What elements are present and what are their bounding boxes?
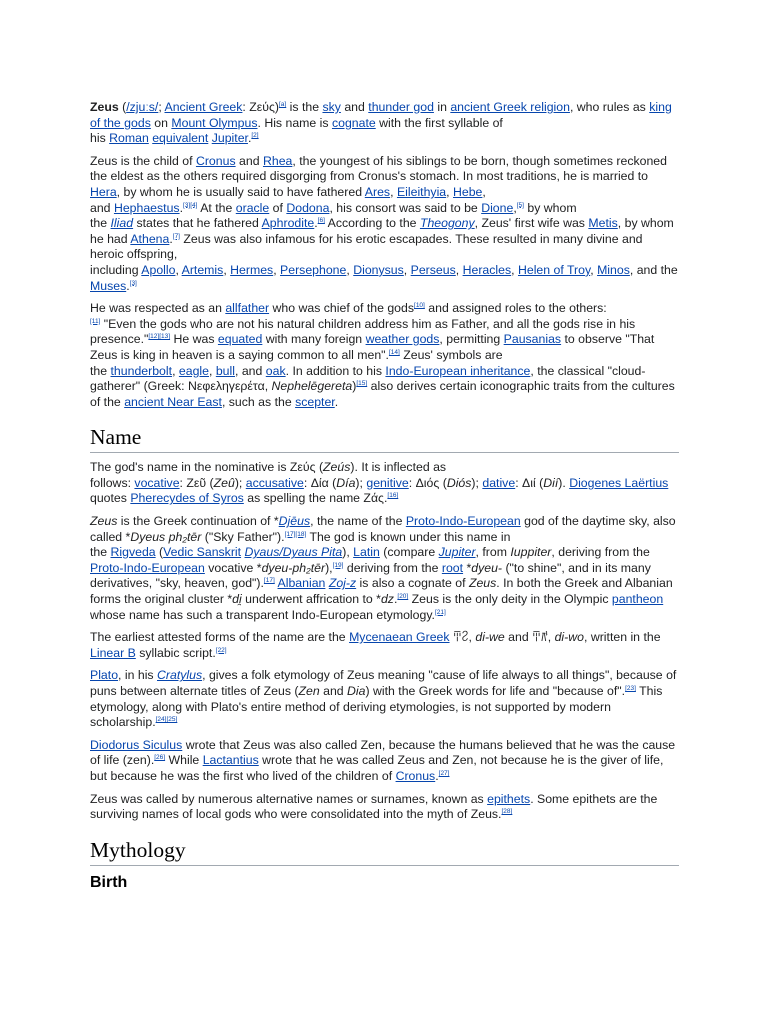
text-run: states that he fathered (133, 216, 262, 231)
text-run: , (547, 630, 555, 645)
text-run: , (273, 262, 281, 277)
wiki-link[interactable]: dative (482, 475, 516, 490)
wiki-link[interactable]: ancient Greek religion (450, 100, 570, 114)
text-run: At the (197, 200, 236, 215)
text-run: , permitting (439, 332, 504, 347)
citation-link[interactable]: [11] (90, 317, 101, 325)
wiki-link[interactable]: Ares (364, 184, 391, 199)
text-run: This etymology, along with Plato's entire method of deriving etymologies, is not supported by modern scholarship. (90, 684, 663, 730)
text-run: underwent affrication to * (241, 592, 381, 607)
text-run: ); (471, 475, 483, 490)
wiki-link[interactable]: Indo-European inheritance (385, 363, 531, 378)
citation-link[interactable]: [21] (434, 608, 446, 616)
text-run: in (433, 100, 451, 114)
wiki-link[interactable]: Diogenes Laërtius (569, 475, 669, 490)
text-run: Zeus is the child of (90, 153, 196, 168)
text-run: , (209, 363, 216, 378)
wiki-link[interactable] (420, 216, 475, 230)
wiki-link[interactable]: Metis (588, 216, 618, 231)
text-run: The god's name in the nominative is Ζεύς ( (90, 460, 324, 475)
text-run: * (463, 560, 472, 575)
citation-link[interactable]: [a] (279, 100, 287, 108)
wiki-link[interactable]: scepter (295, 394, 335, 409)
text-run: , (223, 262, 231, 277)
text-run: . (334, 394, 339, 409)
wiki-link-label: Iliad (110, 216, 134, 231)
wiki-link[interactable]: Helen of Troy (517, 262, 591, 277)
italic-term: di̯ (232, 592, 242, 607)
wiki-link[interactable]: cognate (331, 115, 376, 130)
paragraph (90, 668, 679, 730)
text-run: , the name of the (310, 514, 406, 529)
text-run: . (393, 592, 398, 607)
text-run: to observe "That Zeus is king in heaven is a saying common to all men". (90, 332, 655, 362)
wiki-link[interactable]: Rigveda (110, 545, 156, 560)
text-run: ; (158, 100, 165, 114)
text-run: , (175, 262, 182, 277)
text-run: ( (155, 545, 164, 560)
text-run: ). It is inflected as (350, 460, 447, 475)
wiki-link[interactable]: allfather (225, 301, 270, 316)
text-run: : Δία ( (303, 475, 337, 490)
text-run: (compare (379, 545, 439, 560)
wiki-link[interactable]: equivalent (152, 131, 209, 146)
text-run: According to the (324, 216, 420, 231)
citation-link[interactable]: [14] (388, 348, 400, 356)
text-run: Zeus was called by numerous alternative names or surnames, known as (90, 791, 488, 806)
wiki-link[interactable]: Hephaestus (113, 200, 180, 215)
wiki-link-label: Dyaus/Dyaus Pita (244, 545, 343, 560)
wiki-link[interactable]: Pausanias (503, 332, 562, 347)
citation-link[interactable]: [12][13] (148, 333, 171, 341)
wiki-link[interactable]: Eileithyia (396, 184, 447, 199)
text-run: quotes (90, 491, 131, 506)
text-run: . (179, 200, 183, 215)
text-run: follows: (90, 475, 135, 490)
wiki-link[interactable]: accusative (245, 475, 304, 490)
wiki-link[interactable]: bull (215, 363, 235, 378)
text-run: ); (234, 475, 246, 490)
section-heading-mythology: Mythology (90, 837, 679, 866)
linear-b-glyph: 𐀇𐀸 (452, 630, 469, 645)
citation-link[interactable]: [23] (625, 684, 636, 692)
text-run: , (513, 200, 517, 215)
text-run: with many foreign (262, 332, 366, 347)
paragraph (90, 630, 679, 661)
text-run: , (403, 262, 411, 277)
paragraph (90, 301, 679, 410)
citation-link[interactable]: [17][18] (284, 530, 307, 538)
wiki-link[interactable]: Proto-Indo-European (90, 560, 205, 575)
wiki-link[interactable]: Pherecydes of Syros (130, 491, 244, 506)
text-run: and assigned roles to the others: (424, 301, 607, 316)
citation-link[interactable]: [26] (154, 754, 166, 762)
wiki-link[interactable]: Rhea (262, 153, 293, 168)
wiki-link-label: Zoj-z (328, 576, 357, 591)
wiki-link[interactable]: Albanian (277, 576, 326, 591)
text-run: with the first syllable of (375, 115, 503, 130)
citation-link[interactable]: [22] (215, 646, 227, 654)
text-run: whose name has such a transparent Indo-European etymology. (90, 607, 435, 622)
text-run: The god is known under this name in (306, 529, 511, 544)
wiki-link[interactable] (157, 668, 202, 682)
italic-term: Iuppiter (510, 545, 552, 560)
citation-link[interactable]: [15] (356, 380, 368, 387)
text-run: While (165, 753, 203, 768)
text-run: on (150, 115, 172, 130)
text-run: , (390, 184, 397, 199)
paragraph (90, 514, 679, 623)
text-run: wrote that he was called Zeus and Zen, not because he is the giver of life, but because he was the first who lived of the children of (90, 753, 664, 783)
article-body (90, 100, 679, 893)
wiki-link[interactable]: Ancient Greek (164, 100, 243, 114)
wiki-link[interactable]: /zjuːs/ (126, 100, 159, 114)
text-run: , and (235, 363, 266, 378)
wiki-link[interactable]: pantheon (611, 592, 664, 607)
wiki-link[interactable]: Artemis (181, 262, 224, 277)
wiki-link[interactable]: Persephone (280, 262, 347, 277)
text-run: as spelling the name Ζάς. (243, 491, 388, 506)
text-run: , (446, 184, 453, 199)
wiki-link[interactable]: Perseus (410, 262, 456, 277)
wiki-link[interactable]: king of the gods (90, 100, 672, 130)
text-run: , (455, 262, 463, 277)
wiki-link[interactable] (439, 545, 476, 559)
wiki-link[interactable]: Mount Olympus (171, 115, 258, 130)
text-run: , by whom he is usually said to have fathered (116, 184, 365, 199)
text-run: also derives certain iconographic traits from the cultures of the (90, 379, 675, 409)
text-run: the (90, 216, 111, 231)
italic-term: dz (380, 592, 394, 607)
text-run: and (504, 630, 533, 645)
italic-term: Dyeus ph₂tēr (130, 529, 202, 544)
text-run: his (90, 131, 110, 146)
paragraph (90, 792, 679, 823)
wiki-link-label: Jupiter (438, 545, 476, 560)
text-run: the (90, 545, 111, 560)
wiki-link[interactable]: Jupiter (211, 131, 248, 146)
text-run: . (169, 231, 173, 246)
text-run: is also a cognate of (356, 576, 469, 591)
wiki-link[interactable]: Dodona (286, 200, 330, 215)
text-run: of (269, 200, 287, 215)
wiki-link[interactable]: genitive (366, 475, 409, 490)
italic-term: dyeu- (471, 560, 503, 575)
wiki-link[interactable]: Athena (130, 231, 170, 246)
wiki-link[interactable]: epithets (487, 791, 531, 806)
wiki-link[interactable]: root (441, 560, 464, 575)
text-run: , (511, 262, 518, 277)
wiki-link[interactable]: Vedic Sanskrit (163, 545, 242, 560)
italic-term: Dií (543, 475, 559, 490)
wiki-link[interactable]: thunder god (368, 100, 434, 114)
wiki-link[interactable]: ancient Near East (124, 394, 222, 409)
paragraph (90, 738, 679, 785)
text-run: deriving from the (343, 560, 442, 575)
text-run: ), (325, 560, 333, 575)
wiki-link[interactable]: Dione (481, 200, 514, 215)
text-run: wrote that Zeus was also called Zen, because the humans believed that he was the cause of life (zen). (90, 737, 676, 768)
text-run: and (340, 100, 369, 114)
text-run: is the (286, 100, 323, 114)
citation-link[interactable]: [7] (172, 232, 180, 240)
text-run: ("Sky Father"). (201, 529, 285, 544)
text-run: is the Greek continuation of * (117, 514, 279, 529)
text-run: ) (352, 379, 357, 394)
citation-link[interactable]: [5] (516, 201, 524, 209)
text-run: , (346, 262, 354, 277)
wiki-link[interactable]: oracle (235, 200, 270, 215)
text-run: : Διί ( (515, 475, 544, 490)
text-run: . (435, 768, 439, 783)
wiki-link[interactable]: Hera (90, 184, 117, 199)
wiki-link-label: Theogony (419, 216, 475, 231)
text-run: He was (170, 332, 218, 347)
wiki-link[interactable]: Minos (597, 262, 630, 277)
italic-term: Zeus (468, 576, 497, 591)
paragraph (90, 154, 679, 294)
citation-link[interactable]: [20] (397, 592, 409, 600)
text-run: , the youngest of his siblings to be born, though sometimes reckoned the eldest as the others required disgorging from Cronus's stomach. In most traditions, he is married to (90, 153, 667, 184)
paragraph (90, 100, 679, 147)
subsection-heading-birth: Birth (90, 873, 128, 891)
italic-term: dyeu-ph₂tēr (261, 560, 326, 575)
linear-b-glyph: 𐀇𐀺 (532, 630, 548, 645)
text-run: . In addition to his (285, 363, 386, 378)
wiki-link[interactable] (279, 514, 310, 528)
text-run: "Even the gods who are not his natural children address him as Father, and all the gods rise in his presence." (90, 316, 636, 347)
wiki-link[interactable]: Apollo (141, 262, 176, 277)
wiki-link[interactable] (329, 576, 356, 590)
section-heading-name: Name (90, 424, 679, 453)
wiki-link[interactable]: sky (322, 100, 341, 114)
text-run: by whom (523, 200, 577, 215)
text-run: . (314, 216, 318, 231)
wiki-link[interactable]: Hebe (453, 184, 483, 199)
citation-link[interactable]: [3] (129, 279, 137, 287)
text-run: , the classical "cloud-gatherer" (Greek: Νεφεληγερέτα, (90, 363, 646, 394)
citation-link[interactable]: [6] (317, 217, 325, 225)
wiki-link[interactable] (111, 216, 134, 230)
text-run: . His name is (257, 115, 332, 130)
wiki-link[interactable]: weather gods (365, 332, 440, 347)
text-run: syllabic script. (135, 645, 216, 660)
text-run: the (90, 363, 111, 378)
text-run: , (172, 363, 179, 378)
wiki-link[interactable]: Mycenaean Greek (349, 630, 450, 645)
text-run: , written in the (583, 630, 661, 645)
citation-link[interactable]: [16] (387, 492, 399, 500)
wiki-link[interactable]: Linear B (90, 645, 136, 660)
italic-term: Zeús (323, 460, 351, 475)
text-run: , and the (629, 262, 678, 277)
wiki-link[interactable]: Cronus (395, 768, 436, 783)
wiki-link-label: Djēus (278, 514, 311, 529)
text-run: , (590, 262, 598, 277)
text-run: Zeus' symbols are (399, 347, 503, 362)
text-run: , in his (118, 668, 157, 683)
citation-link[interactable]: [17] (263, 577, 275, 585)
wiki-link[interactable]: thunderbolt (110, 363, 173, 378)
wiki-link[interactable]: vocative (134, 475, 180, 490)
text-run: He was respected as an (90, 301, 226, 316)
text-run: ). (558, 475, 570, 490)
wiki-link[interactable]: Cronus (195, 153, 236, 168)
citation-link[interactable]: [2] (251, 132, 259, 140)
text-run: The earliest attested forms of the name are the (90, 630, 350, 645)
italic-term: Zen (298, 684, 320, 698)
text-run: : Ζεύς) (242, 100, 279, 114)
citation-link[interactable]: [24][25] (155, 716, 178, 724)
italic-term: Día (336, 475, 356, 490)
text-run: , such as the (221, 394, 296, 409)
text-run: , (468, 630, 476, 645)
text-run: and (235, 153, 263, 168)
paragraph (90, 460, 679, 507)
text-run: Zeus is the only deity in the Olympic (408, 592, 612, 607)
wiki-link[interactable]: Plato (90, 668, 119, 683)
wiki-link[interactable]: Muses (90, 278, 127, 293)
text-run: : Ζεῦ ( (179, 475, 214, 490)
italic-term: di-wo (554, 630, 584, 645)
text-run: , his consort was said to be (329, 200, 482, 215)
wiki-link[interactable]: Heracles (462, 262, 512, 277)
italic-term: Nephelēgereta (271, 379, 353, 394)
text-run: who was chief of the gods (269, 301, 415, 316)
text-run: : Διός ( (408, 475, 447, 490)
text-run: . (126, 278, 130, 293)
italic-term: Zeus (90, 514, 118, 529)
text-run: ), (342, 545, 354, 560)
wiki-link[interactable]: oak (265, 363, 286, 378)
wiki-link[interactable]: eagle (178, 363, 209, 378)
text-run: , from (475, 545, 511, 560)
citation-link[interactable]: [19] (332, 561, 344, 569)
citation-link[interactable]: [27] (438, 769, 450, 777)
text-run: vocative * (204, 560, 262, 575)
wiki-link[interactable]: Latin (353, 545, 380, 560)
italic-term: di-we (475, 630, 505, 645)
wiki-link[interactable]: Aphrodite (261, 216, 315, 231)
bold-term: Zeus (90, 100, 119, 114)
wiki-link[interactable]: Proto-Indo-European (405, 514, 521, 529)
text-run: , Zeus' first wife was (474, 216, 589, 231)
text-run: , deriving from the (551, 545, 650, 560)
text-run: and (90, 200, 114, 215)
citation-link[interactable]: [10] (414, 302, 425, 310)
text-run: ( (118, 100, 127, 114)
wiki-link[interactable] (245, 545, 343, 559)
text-run: , who rules as (569, 100, 650, 114)
italic-term: Zeû (213, 475, 235, 490)
text-run: Zeus was also infamous for his erotic escapades. These resulted in many divine and heroic offspring, (90, 231, 643, 262)
text-run: ) with the Greek words for life and "because of". (365, 684, 626, 698)
text-run: . In both the Greek and Albanian forms the original cluster * (90, 576, 673, 607)
wiki-link[interactable]: Hermes (230, 262, 274, 277)
intro-section (90, 100, 679, 410)
wiki-link[interactable]: Dionysus (353, 262, 404, 277)
wiki-link-label: Cratylus (157, 668, 203, 683)
citation-link[interactable]: [3][4] (183, 201, 198, 209)
citation-link[interactable]: [28] (501, 808, 513, 816)
text-run: . Some epithets are the surviving names of local gods who were consolidated into the myth of Zeus. (90, 791, 658, 822)
wiki-link[interactable]: Diodorus Siculus (90, 737, 183, 752)
wiki-link[interactable]: equated (217, 332, 263, 347)
italic-term: Dia (347, 684, 366, 698)
text-run: , gives a folk etymology of Zeus meaning "cause of life always to all things", because of puns between alternate titles of Zeus ( (90, 668, 677, 698)
wiki-link[interactable]: Roman (109, 131, 149, 146)
text-run: and (319, 684, 348, 698)
text-run: . (247, 131, 252, 146)
text-run: god of the daytime sky, also called * (90, 514, 676, 544)
text-run: ); (355, 475, 367, 490)
wiki-link[interactable]: Lactantius (202, 753, 259, 768)
text-run: , by whom he had (90, 216, 674, 246)
text-run: , (482, 184, 486, 199)
italic-term: Diós (446, 475, 472, 490)
text-run: ("to shine", and in its many derivatives, "sky, heaven, god"). (90, 560, 651, 591)
text-run: including (90, 262, 142, 277)
name-section (90, 460, 679, 822)
